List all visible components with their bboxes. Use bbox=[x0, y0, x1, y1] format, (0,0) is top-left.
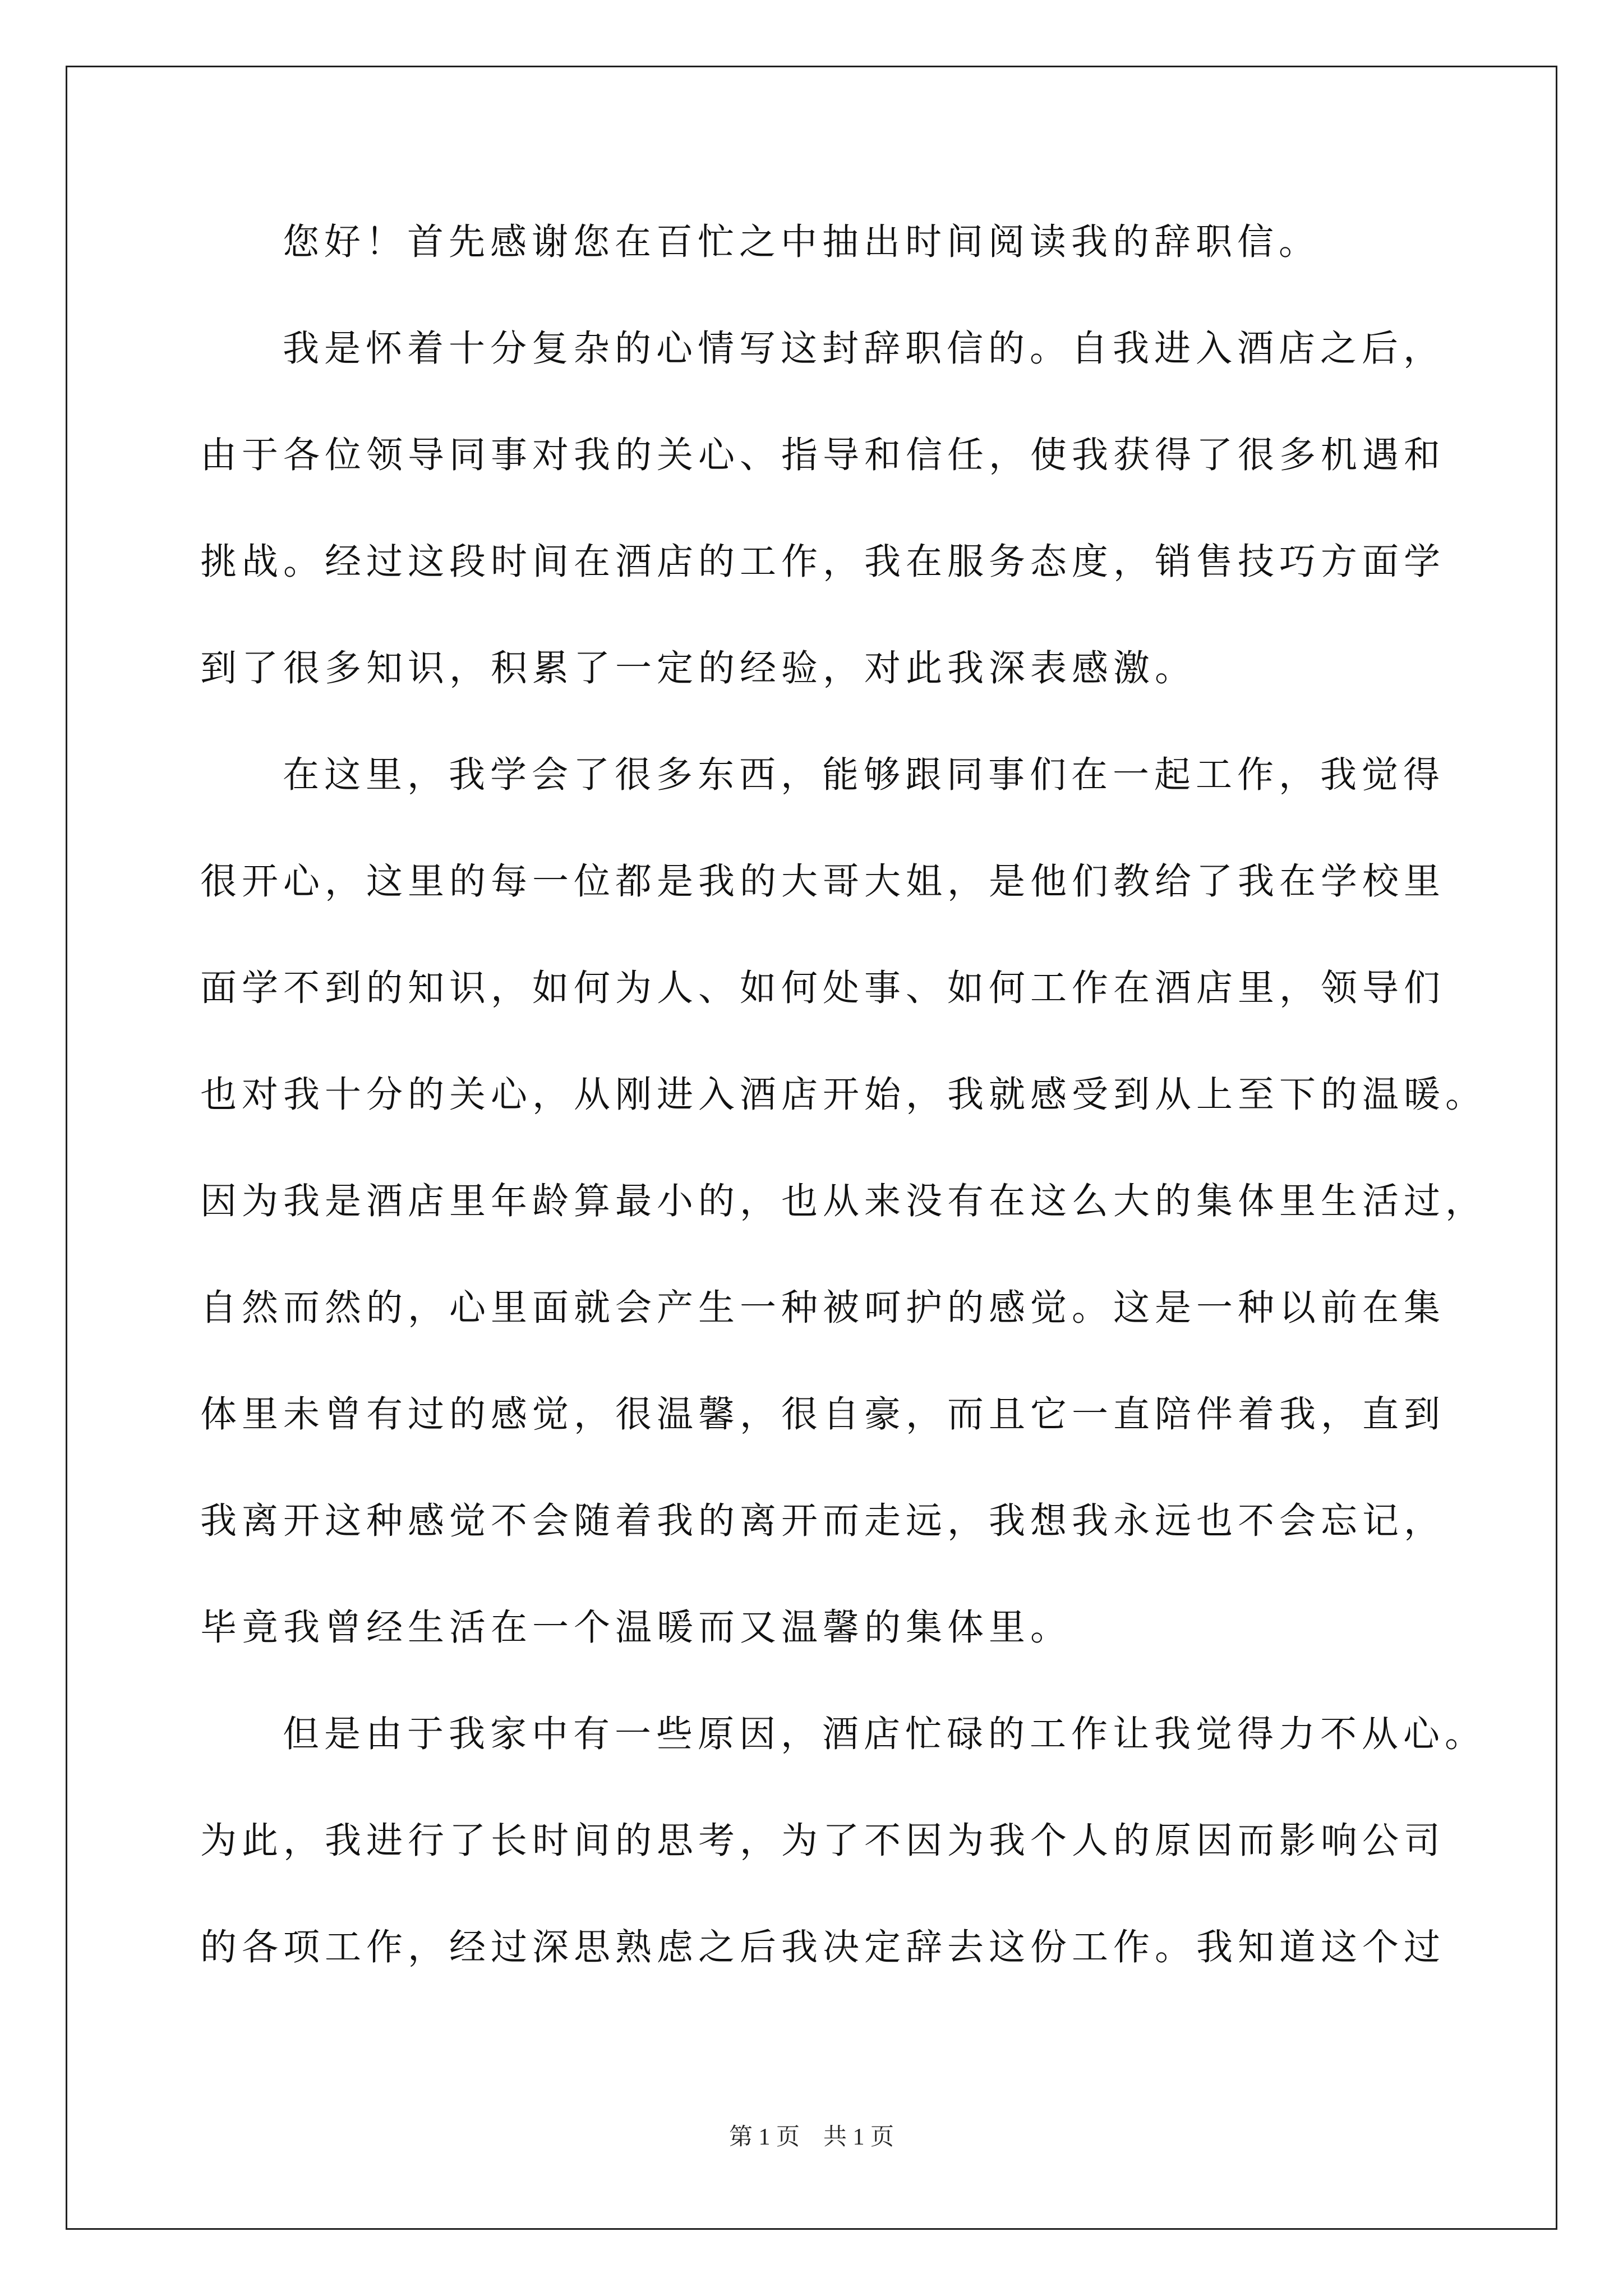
paragraph-2-line-2: 由于各位领导同事对我的关心、指导和信任，使我获得了很多机遇和 bbox=[200, 434, 1446, 476]
paragraph-4-line-3: 的各项工作，经过深思熟虑之后我决定辞去这份工作。我知道这个过 bbox=[200, 1926, 1446, 1968]
paragraph-4-line-1: 但是由于我家中有一些原因，酒店忙碌的工作让我觉得力不从心。 bbox=[283, 1713, 1487, 1755]
paragraph-3-line-5: 因为我是酒店里年龄算最小的，也从来没有在这么大的集体里生活过， bbox=[200, 1180, 1487, 1222]
paragraph-1-line-1: 您好！首先感谢您在百忙之中抽出时间阅读我的辞职信。 bbox=[283, 221, 1321, 263]
page-number-footer: 第 1 页 共 1 页 bbox=[728, 2124, 894, 2150]
paragraph-2-line-1: 我是怀着十分复杂的心情写这封辞职信的。自我进入酒店之后， bbox=[283, 328, 1445, 370]
paragraph-3-line-8: 我离开这种感觉不会随着我的离开而走远，我想我永远也不会忘记， bbox=[200, 1500, 1446, 1542]
paragraph-3-line-1: 在这里，我学会了很多东西，能够跟同事们在一起工作，我觉得 bbox=[283, 754, 1445, 796]
paragraph-3-line-4: 也对我十分的关心，从刚进入酒店开始，我就感受到从上至下的温暖。 bbox=[200, 1074, 1487, 1116]
paragraph-3-line-9: 毕竟我曾经生活在一个温暖而又温馨的集体里。 bbox=[200, 1607, 1072, 1649]
paragraph-3-line-2: 很开心，这里的每一位都是我的大哥大姐，是他们教给了我在学校里 bbox=[200, 861, 1446, 903]
paragraph-3-line-3: 面学不到的知识，如何为人、如何处事、如何工作在酒店里，领导们 bbox=[200, 967, 1446, 1009]
paragraph-3-line-7: 体里未曾有过的感觉，很温馨，很自豪，而且它一直陪伴着我，直到 bbox=[200, 1393, 1446, 1435]
paragraph-4-line-2: 为此，我进行了长时间的思考，为了不因为我个人的原因而影响公司 bbox=[200, 1820, 1446, 1862]
paragraph-3-line-6: 自然而然的，心里面就会产生一种被呵护的感觉。这是一种以前在集 bbox=[200, 1287, 1446, 1329]
paragraph-2-line-3: 挑战。经过这段时间在酒店的工作，我在服务态度，销售技巧方面学 bbox=[200, 541, 1446, 583]
paragraph-2-line-4: 到了很多知识，积累了一定的经验，对此我深表感激。 bbox=[200, 647, 1197, 689]
page-border bbox=[66, 66, 1557, 2230]
